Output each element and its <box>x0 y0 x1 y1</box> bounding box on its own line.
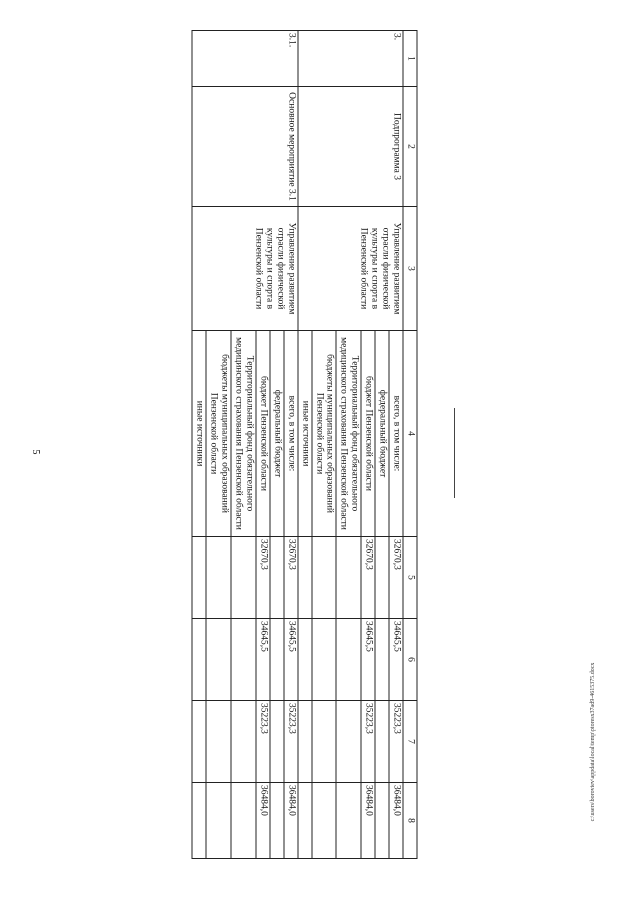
value-cell: 34645,5 <box>389 619 403 701</box>
funding-source: бюджет Пензенской области <box>361 331 375 537</box>
funding-source: всего, в том числе: <box>283 331 297 537</box>
value-cell <box>231 619 256 701</box>
value-cell <box>269 701 283 783</box>
funding-source: федеральный бюджет <box>269 331 283 537</box>
table-row <box>283 31 297 859</box>
value-cell <box>336 537 361 619</box>
funding-source: бюджеты муниципальных образований Пензенской области <box>206 331 231 537</box>
funding-source: Территориальный фонд обязательного медицинского страхования Пензенской области <box>336 331 361 537</box>
responsible-executor: Управление развитием отрасли физической культуры и спорта в Пензенской области <box>297 207 402 331</box>
value-cell: 35223,3 <box>255 701 269 783</box>
col-header-8: 8 <box>403 783 417 859</box>
value-cell <box>297 537 311 619</box>
col-header-4: 4 <box>403 331 417 537</box>
row-number: 3. <box>297 31 402 87</box>
value-cell <box>192 701 206 783</box>
value-cell <box>311 701 336 783</box>
value-cell <box>206 537 231 619</box>
rotated-table <box>100 30 417 858</box>
value-cell: 34645,5 <box>255 619 269 701</box>
value-cell <box>311 537 336 619</box>
col-header-3: 3 <box>403 207 417 331</box>
funding-source: бюджеты муниципальных образований Пензенской области <box>311 331 336 537</box>
value-cell: 35223,3 <box>389 701 403 783</box>
value-cell <box>311 619 336 701</box>
value-cell: 35223,3 <box>361 701 375 783</box>
funding-source: иные источники <box>192 331 206 537</box>
value-cell <box>206 783 231 859</box>
col-header-5: 5 <box>403 537 417 619</box>
value-cell <box>297 701 311 783</box>
col-header-2: 2 <box>403 87 417 207</box>
funding-source: федеральный бюджет <box>375 331 389 537</box>
value-cell: 36484,0 <box>361 783 375 859</box>
value-cell <box>269 783 283 859</box>
value-cell <box>311 783 336 859</box>
value-cell <box>375 783 389 859</box>
value-cell <box>375 619 389 701</box>
value-cell <box>231 783 256 859</box>
value-cell <box>375 537 389 619</box>
footer-file-path: c:\users\boroviev\appdata\local\temp\ptoresx37ad9-4615375.docx <box>590 662 596 822</box>
page-number: 5 <box>30 449 41 455</box>
value-cell: 32670,3 <box>389 537 403 619</box>
value-cell <box>336 619 361 701</box>
row-number: 3.1. <box>192 31 297 87</box>
col-header-7: 7 <box>403 701 417 783</box>
responsible-executor: Управление развитием отрасли физической культуры и спорта в Пензенской области <box>192 207 297 331</box>
funding-table <box>191 30 417 859</box>
table-row <box>389 31 403 859</box>
value-cell: 32670,3 <box>361 537 375 619</box>
value-cell <box>297 783 311 859</box>
value-cell <box>269 537 283 619</box>
value-cell <box>269 619 283 701</box>
funding-source: всего, в том числе: <box>389 331 403 537</box>
value-cell <box>231 537 256 619</box>
value-cell <box>231 701 256 783</box>
value-cell: 34645,5 <box>283 619 297 701</box>
funding-source: Территориальный фонд обязательного медицинского страхования Пензенской области <box>231 331 256 537</box>
value-cell <box>336 701 361 783</box>
value-cell: 34645,5 <box>361 619 375 701</box>
value-cell: 36484,0 <box>389 783 403 859</box>
table-header-row <box>403 31 417 859</box>
value-cell <box>192 783 206 859</box>
funding-source: иные источники <box>297 331 311 537</box>
col-header-6: 6 <box>403 619 417 701</box>
table-wrapper <box>100 30 417 858</box>
value-cell <box>192 537 206 619</box>
value-cell <box>375 701 389 783</box>
value-cell: 36484,0 <box>255 783 269 859</box>
col-header-1: 1 <box>403 31 417 87</box>
value-cell: 35223,3 <box>283 701 297 783</box>
program-name: Подпрограмма 3 <box>297 87 402 207</box>
value-cell <box>336 783 361 859</box>
value-cell: 36484,0 <box>283 783 297 859</box>
value-cell <box>206 619 231 701</box>
program-name: Основное мероприятие 3.1 <box>192 87 297 207</box>
divider-line <box>454 408 455 498</box>
value-cell: 32670,3 <box>283 537 297 619</box>
funding-source: бюджет Пензенской области <box>255 331 269 537</box>
value-cell <box>192 619 206 701</box>
value-cell: 32670,3 <box>255 537 269 619</box>
value-cell <box>206 701 231 783</box>
value-cell <box>297 619 311 701</box>
